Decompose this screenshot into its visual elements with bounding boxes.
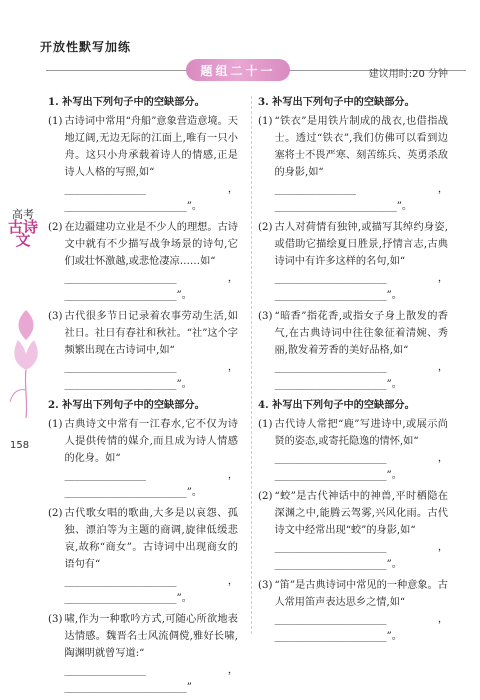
question-1-item-3 bbox=[48, 308, 238, 393]
item-prompt: 古代歌女唱的歌曲,大多是以哀怨、孤独、漂泊等为主题的商调,旋律低缓悲哀,故称“商女”。古诗词中出现商女的语句有“ bbox=[64, 508, 238, 570]
item-prompt: 啸,作为一种歌吟方式,可随心所欲地表达情感。魏晋名士风流倜傥,雅好长啸,陶渊明就曾写道:“ bbox=[64, 614, 238, 659]
item-prompt: 在边疆建功立业是不少人的理想。古诗文中就有不少描写战争场景的诗句,它们或壮怀激越,或悲怆凄凉……如“ bbox=[64, 222, 238, 267]
item-number: (3) bbox=[48, 311, 63, 322]
suggested-time: 建议用时:20 分钟 bbox=[368, 69, 448, 80]
answer-blank[interactable]: ______________________，______________________”。 bbox=[64, 576, 238, 604]
question-3-item-2 bbox=[258, 219, 448, 304]
item-number: (2) bbox=[48, 222, 63, 233]
answer-blank[interactable]: ______________________，______________________”。 bbox=[274, 614, 448, 642]
item-number: (2) bbox=[258, 491, 273, 502]
item-number: (1) bbox=[258, 419, 273, 430]
sidebar-label bbox=[6, 208, 40, 247]
item-text bbox=[274, 308, 448, 393]
item-number: (1) bbox=[48, 116, 63, 127]
answer-blank[interactable]: ______________________，______________________”。 bbox=[64, 362, 238, 390]
item-prompt: 古代诗人常把“鹿”写进诗中,或展示尚贤的姿态,或寄托隐逸的情怀,如“ bbox=[274, 419, 448, 447]
item-prompt: “铁衣”是用铁片制成的战衣,也借指战士。透过“铁衣”,我们仿佛可以看到边塞将士不畏严寒、刻苦练兵、英勇杀敌的身影,如“ bbox=[274, 116, 448, 178]
question-3-title: 3. 补写出下列句子中的空缺部分。 bbox=[258, 96, 415, 108]
question-4-title: 4. 补写出下列句子中的空缺部分。 bbox=[258, 399, 415, 411]
item-prompt: “暗香”指花香,或指女子身上散发的香气,在古典诗词中往往象征着清婉、秀丽,散发着芳香的美好品格,如“ bbox=[274, 311, 448, 356]
answer-blank[interactable]: ________________，________________________” bbox=[64, 665, 238, 693]
group-title: 题组二十一 bbox=[200, 63, 276, 78]
left-column bbox=[48, 92, 238, 700]
item-prompt: 古人对荷情有独钟,或描写其绰约身姿,或借助它描绘夏日胜景,抒情言志,古典诗词中有许多这样的名句,如“ bbox=[274, 222, 448, 267]
sidebar-top: 高考 bbox=[12, 208, 34, 221]
series-title: 开放性默写加练 bbox=[40, 40, 132, 54]
question-3-item-3 bbox=[258, 308, 448, 393]
question-1-item-1 bbox=[48, 113, 238, 215]
item-text bbox=[274, 113, 448, 215]
answer-blank[interactable]: ________________，________________________”。 bbox=[64, 470, 238, 498]
question-4-item-2 bbox=[258, 488, 448, 573]
item-text bbox=[64, 416, 238, 501]
question-4-item-3 bbox=[258, 577, 448, 645]
item-text bbox=[64, 308, 238, 393]
right-column bbox=[258, 92, 448, 649]
item-text bbox=[274, 488, 448, 573]
question-2-item-3 bbox=[48, 611, 238, 696]
group-title-banner bbox=[186, 59, 290, 81]
question-3-item-1 bbox=[258, 113, 448, 215]
item-prompt: “笛”是古典诗词中常见的一种意象。古人常用笛声表达思乡之情,如“ bbox=[274, 580, 448, 608]
answer-blank[interactable]: ______________________，______________________”。 bbox=[274, 542, 448, 570]
item-number: (2) bbox=[48, 508, 63, 519]
answer-blank[interactable]: ________________，________________________”。 bbox=[64, 184, 238, 212]
item-text bbox=[274, 416, 448, 484]
item-text bbox=[274, 219, 448, 304]
column-divider bbox=[251, 96, 252, 634]
item-text bbox=[64, 219, 238, 304]
question-4-item-1 bbox=[258, 416, 448, 484]
page-number: 158 bbox=[10, 440, 30, 451]
answer-blank[interactable]: ________________，________________________”。 bbox=[274, 184, 448, 212]
item-text bbox=[64, 505, 238, 607]
item-prompt: “蛟”是古代神话中的神兽,平时栖隐在深渊之中,能腾云驾雾,兴风化雨。古代诗文中经常出现“蛟”的身影,如“ bbox=[274, 491, 448, 536]
item-prompt: 古典诗文中常有一江春水,它不仅为诗人提供传情的媒介,而且成为诗人情感的化身。如“ bbox=[64, 419, 238, 464]
question-1-item-2 bbox=[48, 219, 238, 304]
item-prompt: 古代很多节日记录着农事劳动生活,如社日。社日有春社和秋社。“社”这个字频繁出现在古诗词中,如“ bbox=[64, 311, 238, 356]
question-2-item-2 bbox=[48, 505, 238, 607]
answer-blank[interactable]: ______________________，______________________”。 bbox=[274, 273, 448, 301]
item-text bbox=[274, 577, 448, 645]
item-text bbox=[64, 611, 238, 696]
answer-blank[interactable]: ______________________，______________________”。 bbox=[274, 453, 448, 481]
item-prompt: 古诗词中常用“舟船”意象营造意境。天地辽阔,无边无际的江面上,唯有一只小舟。这只小舟承载着诗人的情感,正是诗人人格的写照,如“ bbox=[64, 116, 238, 178]
flower-decoration-icon bbox=[6, 300, 46, 420]
question-1-title: 1. 补写出下列句子中的空缺部分。 bbox=[48, 96, 205, 108]
item-number: (3) bbox=[258, 580, 273, 591]
item-number: (3) bbox=[258, 311, 273, 322]
answer-blank[interactable]: ______________________，______________________”。 bbox=[274, 362, 448, 390]
item-text bbox=[64, 113, 238, 215]
sidebar-big: 古诗文 bbox=[7, 218, 38, 249]
item-number: (1) bbox=[258, 116, 273, 127]
item-number: (2) bbox=[258, 222, 273, 233]
item-number: (1) bbox=[48, 419, 63, 430]
answer-blank[interactable]: ______________________，______________________”。 bbox=[64, 273, 238, 301]
question-2-title: 2. 补写出下列句子中的空缺部分。 bbox=[48, 399, 205, 411]
item-number: (3) bbox=[48, 614, 63, 625]
question-2-item-1 bbox=[48, 416, 238, 501]
